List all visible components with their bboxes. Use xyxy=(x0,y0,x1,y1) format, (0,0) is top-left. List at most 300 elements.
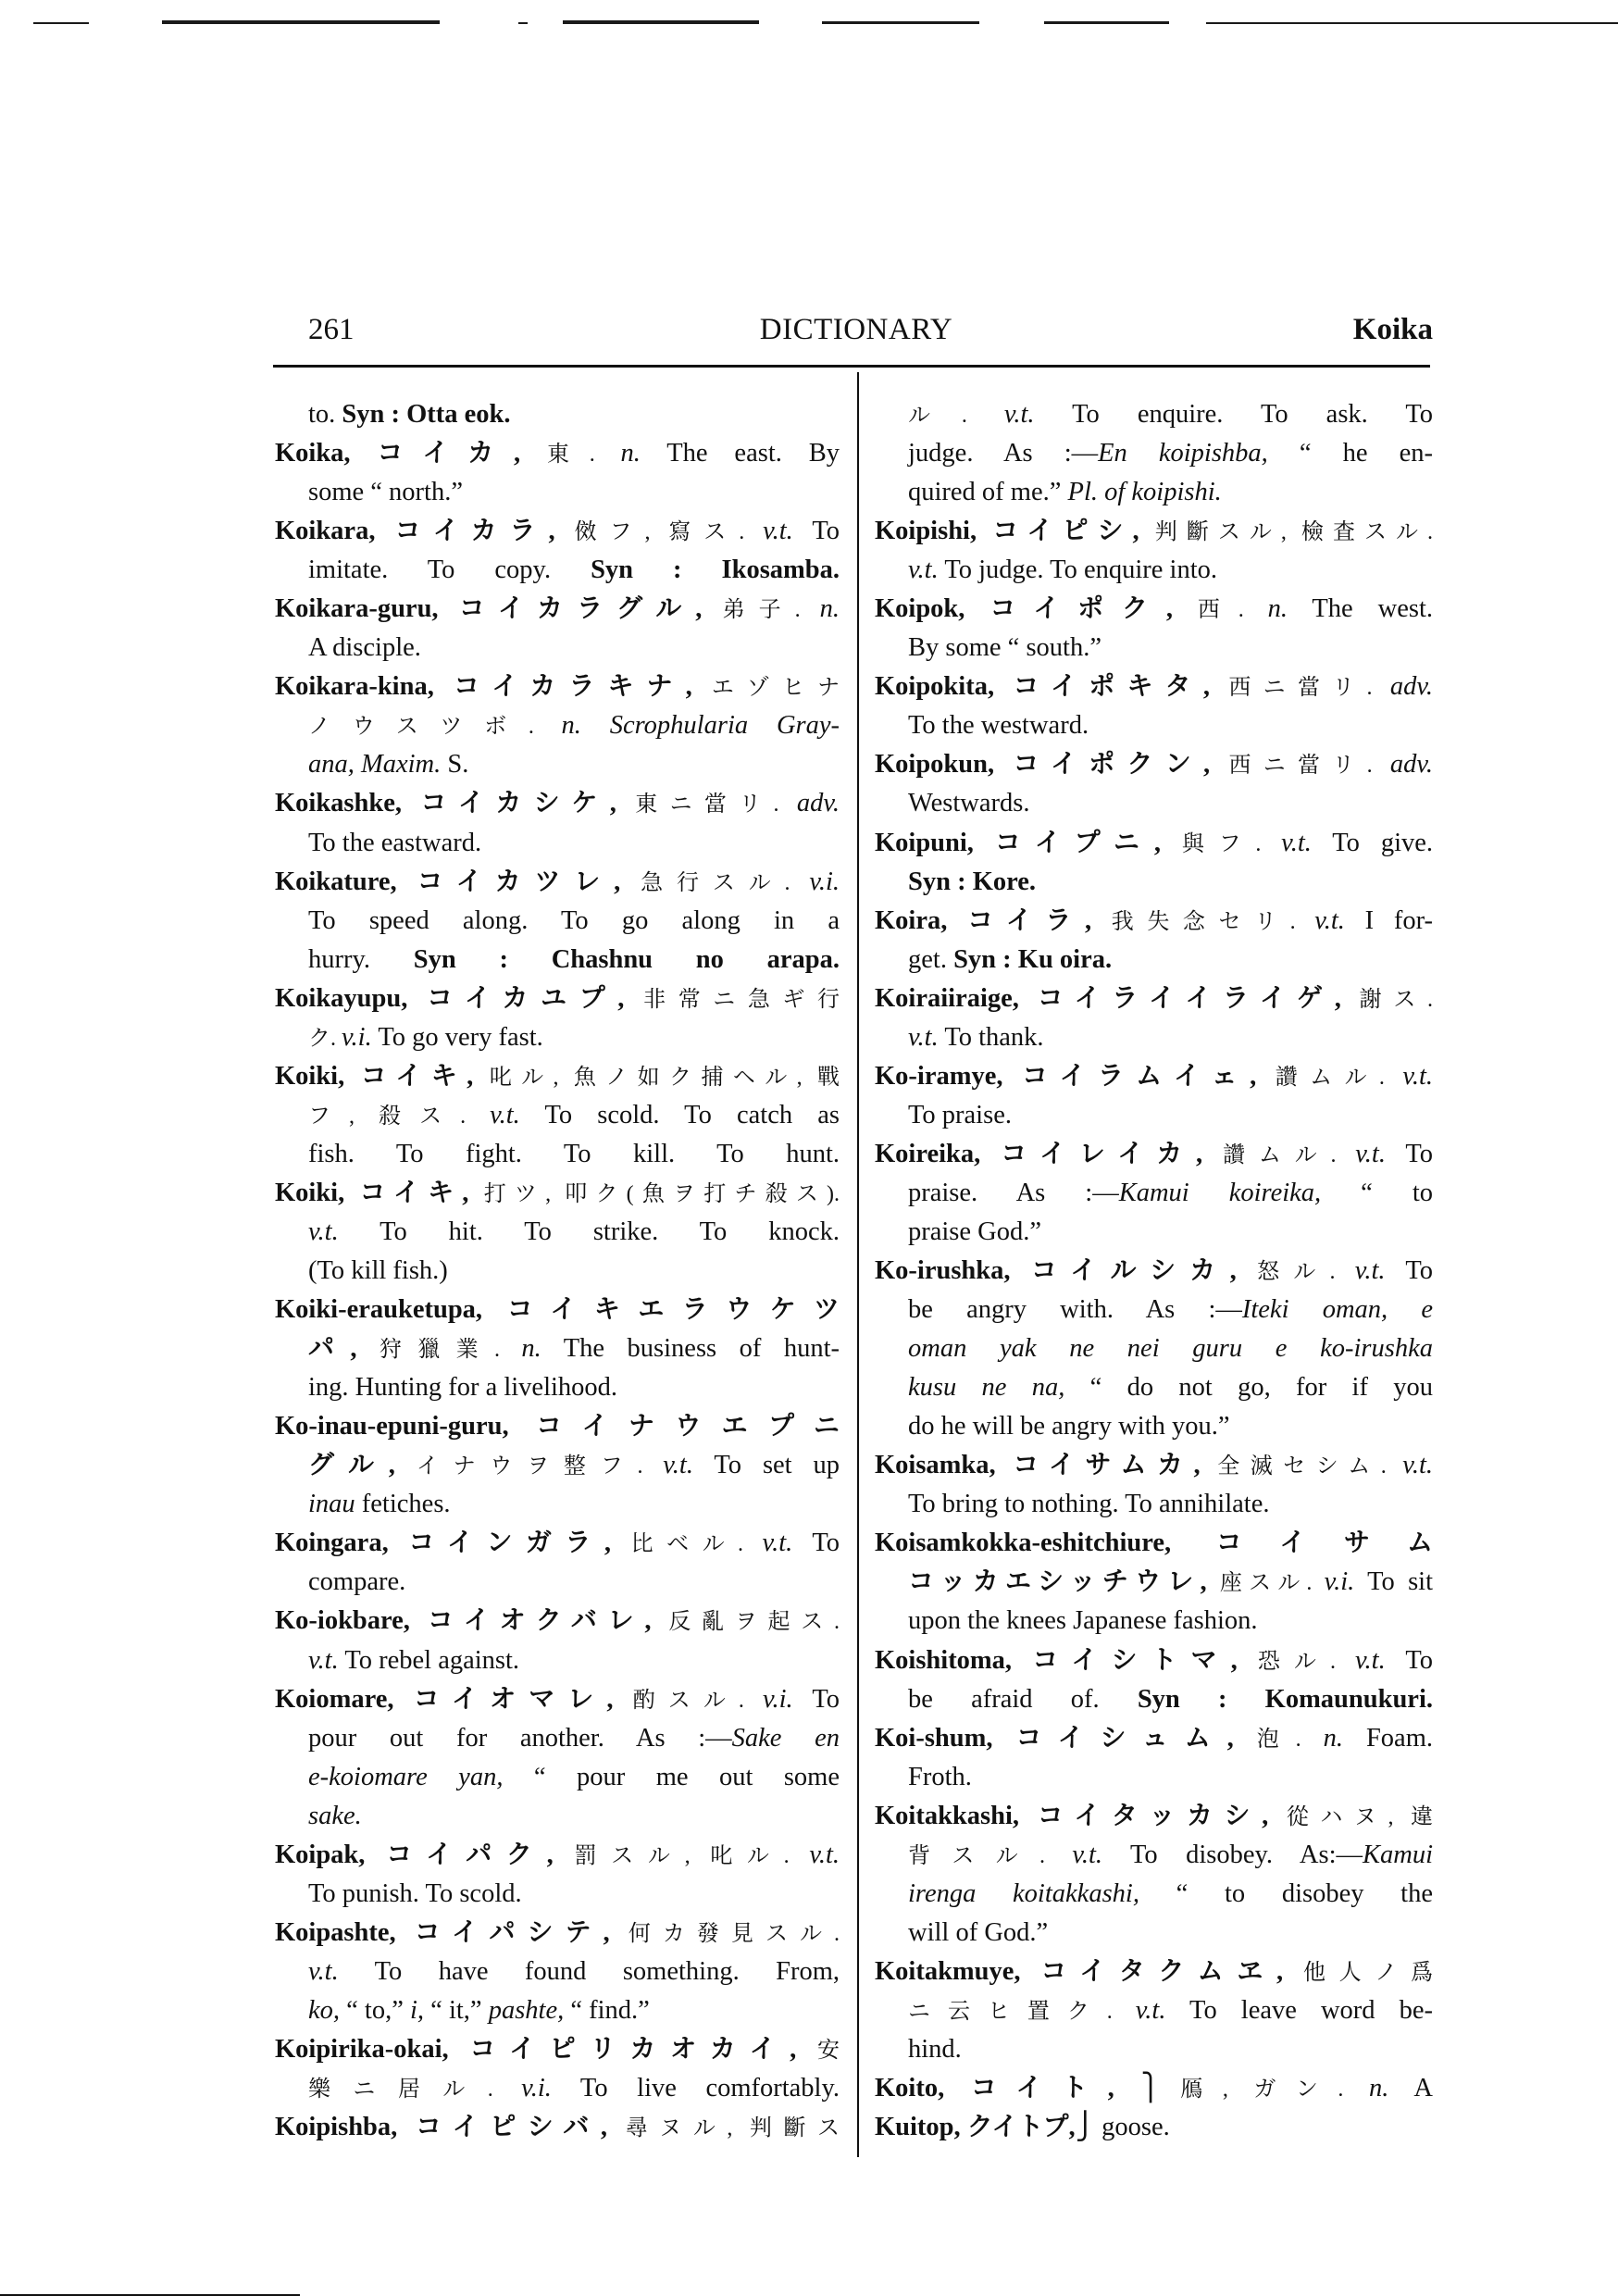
japanese-text: コイパク xyxy=(386,1840,547,1869)
text: S. xyxy=(441,750,469,780)
italic-text: v.t. xyxy=(1355,1645,1386,1675)
bold-text: , xyxy=(695,594,723,624)
italic-text: v.t. xyxy=(1072,1840,1103,1869)
italic-text: adv. xyxy=(1389,672,1433,702)
italic-text: pashte, xyxy=(488,1995,565,2025)
text: some “ north.” xyxy=(308,478,463,507)
japanese-text: コイレイカ xyxy=(1001,1139,1197,1168)
text: be angry with. As :— xyxy=(908,1295,1242,1325)
entry-head-line xyxy=(275,2108,840,2147)
japanese-text: コイタクムヱ xyxy=(1040,1956,1277,1986)
japanese-text: 樂ニ居ル. xyxy=(308,2078,522,2103)
italic-text: v.t. xyxy=(490,1100,520,1129)
japanese-text: コイピシ xyxy=(992,517,1133,546)
text: hind. xyxy=(908,2034,962,2064)
italic-text: v.t. xyxy=(908,1022,939,1052)
entry-continuation-line xyxy=(275,745,840,784)
bold-text: Koipokun, xyxy=(875,750,1014,780)
japanese-text: 讚ムル. xyxy=(1223,1142,1356,1167)
text: be afraid of. xyxy=(908,1684,1138,1714)
bold-text: Koikature, xyxy=(275,867,417,896)
entry-continuation-line xyxy=(875,1329,1433,1368)
text: ing. Hunting for a livelihood. xyxy=(308,1373,618,1403)
text: “ he en- xyxy=(1267,439,1433,468)
entry-continuation-line xyxy=(875,1991,1433,2030)
japanese-text: コイオマレ xyxy=(413,1684,607,1714)
entry-continuation-line xyxy=(275,1797,840,1836)
scan-edge-line xyxy=(162,20,440,24)
entry-head-line xyxy=(275,1524,840,1563)
text: fish. To fight. To kill. To hunt. xyxy=(308,1139,840,1168)
text: praise God.” xyxy=(908,1217,1042,1246)
entry-head-line xyxy=(275,1914,840,1953)
text: “ do not go, for if you xyxy=(1064,1373,1433,1403)
bold-text: , xyxy=(1193,1451,1218,1480)
text: judge. As :— xyxy=(908,439,1099,468)
entry-head-line xyxy=(875,1641,1433,1680)
italic-text: v.t. xyxy=(1314,905,1345,935)
japanese-text: コイサム xyxy=(1215,1529,1433,1558)
japanese-text: 反亂ヲ起ス. xyxy=(668,1610,840,1635)
japanese-text: コッカエシッチウレ xyxy=(908,1567,1201,1597)
italic-text: kusu ne na, xyxy=(908,1373,1065,1403)
text: To xyxy=(792,517,840,546)
bold-text: Ko-iokbare, xyxy=(275,1606,428,1636)
bold-text: , xyxy=(1334,983,1360,1013)
italic-text: e-koiomare yan, xyxy=(308,1762,504,1791)
entry-continuation-line xyxy=(875,1291,1433,1329)
text: To have found something. From, xyxy=(338,1956,840,1986)
japanese-text: コイラ xyxy=(967,905,1085,935)
italic-text: v.i. xyxy=(521,2074,552,2103)
entry-head-line xyxy=(875,2108,1433,2147)
japanese-text: 尋ヌル, 判斷ス xyxy=(625,2116,840,2141)
text: To xyxy=(1385,1256,1433,1286)
entry-continuation-line xyxy=(275,1213,840,1252)
entry-continuation-line xyxy=(875,1407,1433,1446)
italic-text: irenga koitakkashi, xyxy=(908,1878,1139,1908)
japanese-text: 安 xyxy=(817,2038,840,2063)
japanese-text: コイポク xyxy=(989,594,1166,624)
bold-text: , xyxy=(1276,1956,1303,1986)
japanese-text: 座スル. xyxy=(1219,1571,1325,1596)
entry-head-line xyxy=(875,512,1433,551)
bold-text: Koishitoma, xyxy=(875,1645,1033,1675)
japanese-text: 判斷スル, 檢査スル. xyxy=(1154,520,1433,545)
bold-text: Ko-inau-epuni-guru, xyxy=(275,1412,537,1441)
guide-word: Koika xyxy=(1352,313,1433,346)
italic-text: Kamui koireika, xyxy=(1118,1178,1322,1207)
japanese-text: ク. xyxy=(308,1026,342,1051)
text: to. xyxy=(308,400,342,429)
bold-text: Kuitop, xyxy=(875,2113,967,2142)
text: ⎫ xyxy=(1140,2074,1161,2103)
entry-head-line xyxy=(275,668,840,706)
italic-text: oman yak ne nei guru e ko-irushka xyxy=(908,1334,1433,1364)
entry-continuation-line xyxy=(875,1875,1433,1914)
entry-continuation-line xyxy=(275,1329,840,1368)
bold-text: , xyxy=(548,517,575,546)
text: The east. By xyxy=(640,439,840,468)
entry-head-line xyxy=(275,512,840,551)
japanese-text: ル. xyxy=(908,404,1004,428)
entry-head-line xyxy=(275,2030,840,2069)
text: To disobey. As:— xyxy=(1102,1840,1363,1869)
italic-text: Scrophularia Gray- xyxy=(609,711,840,741)
text: To xyxy=(792,1684,840,1714)
bold-text: Koireika, xyxy=(875,1139,1002,1168)
text: hurry. xyxy=(308,944,414,974)
text: To judge. To enquire into. xyxy=(938,555,1217,585)
japanese-text: 弟子. xyxy=(722,598,820,623)
entry-continuation-line xyxy=(275,706,840,745)
entry-head-line xyxy=(875,2069,1433,2108)
entry-continuation-line xyxy=(275,1252,840,1291)
text: upon the knees Japanese fashion. xyxy=(908,1606,1258,1636)
italic-text: inau xyxy=(308,1490,355,1519)
japanese-text: コイシトマ xyxy=(1032,1645,1231,1675)
italic-text: Pl. of koipishi. xyxy=(1067,478,1222,507)
japanese-text: 何カ發見スル. xyxy=(628,1921,840,1946)
japanese-text: 狩獵業. xyxy=(379,1338,522,1363)
entry-continuation-line xyxy=(875,706,1433,745)
japanese-text: コイラムイェ xyxy=(1022,1061,1251,1091)
italic-text: v.i. xyxy=(762,1684,793,1714)
entry-head-line xyxy=(875,1135,1433,1174)
text: fetiches. xyxy=(355,1490,451,1519)
bold-text: , xyxy=(1165,594,1198,624)
bold-text: , xyxy=(350,1334,380,1364)
bold-text: , xyxy=(644,1606,669,1636)
bold-text: , xyxy=(617,983,644,1013)
bold-text: Koikara-kina, xyxy=(275,672,454,702)
japanese-text: コイピリカオカイ xyxy=(469,2034,790,2064)
text xyxy=(581,711,610,740)
italic-text: Kamui xyxy=(1362,1840,1433,1869)
italic-text: v.t. xyxy=(908,555,939,585)
text: Froth. xyxy=(908,1762,972,1791)
italic-text: adv. xyxy=(1389,750,1433,780)
bold-text: , xyxy=(1153,828,1182,857)
text: “ find.” xyxy=(564,1995,650,2025)
text: To give. xyxy=(1311,828,1433,857)
text: To praise. xyxy=(908,1100,1012,1129)
japanese-text: コイキ xyxy=(359,1178,463,1207)
japanese-text: 西. xyxy=(1197,598,1268,623)
scan-edge-line xyxy=(1206,22,1618,24)
entry-continuation-line xyxy=(275,902,840,941)
italic-text: v.t. xyxy=(1003,400,1035,429)
entry-head-line xyxy=(875,1953,1433,1991)
entry-head-line xyxy=(875,745,1433,784)
entry-continuation-line xyxy=(875,473,1433,512)
bold-text: , xyxy=(1262,1801,1287,1830)
japanese-text: 西ニ當リ. xyxy=(1228,754,1390,779)
bold-text: Syn : Kore. xyxy=(908,867,1037,896)
text: To the eastward. xyxy=(308,828,482,857)
entry-head-line xyxy=(275,434,840,473)
bold-text: Koisamka, xyxy=(875,1451,1014,1480)
scan-edge-line xyxy=(563,20,759,24)
italic-text: sake. xyxy=(308,1801,362,1830)
bold-text: , xyxy=(790,2034,817,2064)
text: “ it,” xyxy=(424,1995,489,2025)
column-divider xyxy=(857,372,859,2157)
entry-continuation-line xyxy=(875,1914,1433,1953)
japanese-text: コイト xyxy=(970,2074,1108,2103)
japanese-text: グル xyxy=(308,1451,389,1480)
italic-text: i, xyxy=(410,1995,425,2025)
text: To xyxy=(1385,1139,1433,1168)
entry-continuation-line xyxy=(275,1953,840,1991)
bold-text: Syn : Ku oira. xyxy=(953,944,1113,974)
bold-text: Koikara, xyxy=(275,517,395,546)
entry-head-line xyxy=(275,1407,840,1446)
text: To sit xyxy=(1354,1567,1433,1597)
text: quired of me.” xyxy=(908,478,1068,507)
text: To punish. To scold. xyxy=(308,1878,522,1908)
japanese-text: 讚ムル. xyxy=(1275,1065,1403,1090)
bold-text: , xyxy=(600,2113,626,2142)
bold-text: , xyxy=(603,1917,629,1947)
entry-continuation-line xyxy=(275,1446,840,1485)
bold-text: , xyxy=(1132,517,1155,546)
bold-text: , xyxy=(609,789,636,818)
bold-text: Koiraiiraige, xyxy=(875,983,1038,1013)
bold-text: Syn : Komaunukuri. xyxy=(1137,1684,1433,1714)
bold-text: Koipuni, xyxy=(875,828,995,857)
japanese-text: エゾヒナ xyxy=(711,676,840,701)
text: To leave word be- xyxy=(1165,1995,1433,2025)
text: ⎭ goose. xyxy=(1075,2113,1170,2142)
entry-continuation-line xyxy=(275,1641,840,1680)
entry-continuation-line xyxy=(875,941,1433,980)
text: By some “ south.” xyxy=(908,633,1101,663)
entry-head-line xyxy=(275,1291,840,1329)
japanese-text: コイオクバレ xyxy=(427,1606,645,1636)
text: To enquire. To ask. To xyxy=(1034,400,1433,429)
italic-text: n. xyxy=(521,1334,541,1364)
italic-text: v.t. xyxy=(308,1217,339,1246)
entry-head-line xyxy=(875,1719,1433,1758)
japanese-text: 泡. xyxy=(1256,1727,1324,1752)
bold-text: Koiomare, xyxy=(275,1684,414,1714)
japanese-text: 比ベル. xyxy=(630,1532,763,1557)
entry-continuation-line xyxy=(875,1602,1433,1641)
entry-continuation-line xyxy=(875,784,1433,823)
bold-text: , xyxy=(1068,2113,1076,2142)
italic-text: v.t. xyxy=(1402,1451,1433,1480)
italic-text: n. xyxy=(1368,2074,1389,2103)
japanese-text: 全滅セシム. xyxy=(1217,1454,1403,1479)
text: compare. xyxy=(308,1567,406,1597)
italic-text: v.t. xyxy=(1354,1256,1386,1286)
japanese-text: クイトプ xyxy=(966,2113,1069,2142)
bold-text: , xyxy=(1203,750,1229,780)
italic-text: adv. xyxy=(796,789,840,818)
italic-text: n. xyxy=(1323,1723,1343,1753)
text: I for- xyxy=(1344,905,1433,935)
japanese-text: コインガラ xyxy=(408,1529,604,1558)
bold-text: , xyxy=(606,1684,633,1714)
entry-head-line xyxy=(875,1252,1433,1291)
italic-text: v.t. xyxy=(663,1451,693,1480)
entry-head-line xyxy=(275,1602,840,1641)
text: do he will be angry with you.” xyxy=(908,1412,1230,1441)
bold-text: Koingara, xyxy=(275,1529,409,1558)
entry-continuation-line xyxy=(275,395,840,434)
text: “ to xyxy=(1321,1178,1433,1207)
text: Foam. xyxy=(1342,1723,1433,1753)
japanese-text: 急行スル. xyxy=(641,870,810,895)
entry-continuation-line xyxy=(875,434,1433,473)
header-rule xyxy=(273,365,1430,368)
japanese-text: コイカラ xyxy=(394,517,549,546)
right-column xyxy=(875,395,1433,2147)
scan-edge-line xyxy=(518,22,528,24)
japanese-text: 我失念セリ. xyxy=(1111,909,1315,934)
entry-head-line xyxy=(275,980,840,1018)
italic-text: n. xyxy=(819,594,840,624)
text: Westwards. xyxy=(908,789,1030,818)
text: To live comfortably. xyxy=(551,2074,840,2103)
japanese-text: 打ツ, 叩ク(魚ヲ打チ殺ス). xyxy=(483,1181,840,1206)
japanese-text: コイカシケ xyxy=(420,789,610,818)
italic-text: v.t. xyxy=(1135,1995,1166,2025)
entry-head-line xyxy=(875,1524,1433,1563)
text: To speed along. To go along in a xyxy=(308,905,840,935)
entry-head-line xyxy=(275,1836,840,1875)
entry-continuation-line xyxy=(275,551,840,590)
bold-text: Koitakkashi, xyxy=(875,1801,1038,1830)
text: get. xyxy=(908,944,954,974)
bold-text: , xyxy=(514,439,548,468)
entry-continuation-line xyxy=(875,551,1433,590)
entry-continuation-line xyxy=(875,1758,1433,1797)
italic-text: v.t. xyxy=(308,1645,339,1675)
text: To set up xyxy=(692,1451,840,1480)
japanese-text: コイカツレ xyxy=(417,867,615,896)
running-title: DICTIONARY xyxy=(759,313,953,346)
japanese-text: コイポキタ xyxy=(1013,672,1203,702)
text: To hit. To strike. To knock. xyxy=(338,1217,840,1246)
text: “ pour me out some xyxy=(503,1762,840,1791)
text: praise. As :— xyxy=(908,1178,1119,1207)
japanese-text: 東ニ當リ. xyxy=(635,792,797,817)
text: To bring to nothing. To annihilate. xyxy=(908,1490,1270,1519)
bold-text: Koira, xyxy=(875,905,968,935)
italic-text: v.i. xyxy=(1324,1567,1355,1597)
entry-continuation-line xyxy=(875,1018,1433,1057)
japanese-text: コイカラグル xyxy=(458,594,696,624)
entry-continuation-line xyxy=(275,1758,840,1797)
italic-text: Sake en xyxy=(731,1723,840,1753)
japanese-text: 西ニ當リ. xyxy=(1228,676,1390,701)
text: “ to,” xyxy=(340,1995,410,2025)
text: The business of hunt- xyxy=(541,1334,840,1364)
entry-continuation-line xyxy=(875,1368,1433,1407)
bold-text: Koika, xyxy=(275,439,378,468)
bold-text: , xyxy=(1107,2074,1141,2103)
japanese-text: 謝ス. xyxy=(1359,987,1433,1012)
bold-text: Koikashke, xyxy=(275,789,421,818)
japanese-text: コイキ xyxy=(360,1061,467,1091)
japanese-text: コイカユプ xyxy=(427,983,618,1013)
italic-text: ko, xyxy=(308,1995,341,2025)
entry-head-line xyxy=(275,1057,840,1096)
entry-continuation-line xyxy=(875,2030,1433,2069)
page-number: 261 xyxy=(308,313,355,346)
entry-head-line xyxy=(875,824,1433,863)
japanese-text: コイナウエプニ xyxy=(536,1412,840,1441)
entry-continuation-line xyxy=(275,1563,840,1602)
italic-text: n. xyxy=(1267,594,1288,624)
japanese-text: 與フ. xyxy=(1181,831,1282,856)
text: “ to disobey the xyxy=(1139,1878,1433,1908)
entry-continuation-line xyxy=(875,395,1433,434)
japanese-text: 他人ノ爲 xyxy=(1302,1960,1433,1985)
scan-edge-line xyxy=(33,22,89,24)
entry-continuation-line xyxy=(875,863,1433,902)
entry-continuation-line xyxy=(875,1836,1433,1875)
text: To scold. To catch as xyxy=(519,1100,840,1129)
bold-text: Koipashte, xyxy=(275,1917,415,1947)
text: The west. xyxy=(1287,594,1433,624)
text: To xyxy=(792,1529,840,1558)
japanese-text: 鴈, ガン. xyxy=(1160,2078,1369,2103)
japanese-text: コイポクン xyxy=(1013,750,1203,780)
japanese-text: ノウスツボ. xyxy=(308,715,562,740)
bold-text: Koipishi, xyxy=(875,517,993,546)
japanese-text: 叱ル, 魚ノ如ク捕ヘル, 戰 xyxy=(489,1065,840,1090)
bold-text: Koipirika-okai, xyxy=(275,2034,470,2064)
entry-continuation-line xyxy=(875,1680,1433,1719)
entry-continuation-line xyxy=(275,1096,840,1135)
japanese-text: コイピシバ xyxy=(415,2113,601,2142)
japanese-text: コイライイライゲ xyxy=(1037,983,1335,1013)
italic-text: Iteki oman, e xyxy=(1241,1295,1433,1325)
bold-text: Koi-shum, xyxy=(875,1723,1016,1753)
japanese-text: イナウヲ整フ. xyxy=(416,1454,664,1479)
entry-continuation-line xyxy=(275,2069,840,2108)
entry-head-line xyxy=(875,1057,1433,1096)
entry-continuation-line xyxy=(875,1213,1433,1252)
entry-continuation-line xyxy=(875,1174,1433,1213)
bold-text: , xyxy=(467,1061,490,1091)
bold-text: Koiki-erauketupa, xyxy=(275,1295,507,1325)
bold-text: Ko-iramye, xyxy=(875,1061,1023,1091)
bold-text: , xyxy=(1200,1567,1220,1597)
japanese-text: 非常ニ急ギ行 xyxy=(643,987,840,1012)
entry-continuation-line xyxy=(275,1719,840,1758)
italic-text: v.t. xyxy=(809,1840,840,1869)
entry-head-line xyxy=(875,980,1433,1018)
bold-text: , xyxy=(604,1529,631,1558)
text: To xyxy=(1385,1645,1433,1675)
entry-continuation-line xyxy=(275,473,840,512)
bold-text: Syn : Ikosamba. xyxy=(591,555,840,585)
italic-text: v.i. xyxy=(342,1022,372,1052)
italic-text: v.t. xyxy=(308,1956,339,1986)
entry-head-line xyxy=(875,902,1433,941)
entry-continuation-line xyxy=(275,1368,840,1407)
italic-text: v.i. xyxy=(809,867,840,896)
entry-continuation-line xyxy=(875,1485,1433,1524)
bold-text: , xyxy=(462,1178,484,1207)
entry-head-line xyxy=(875,590,1433,629)
japanese-text: 酌スル. xyxy=(632,1688,763,1713)
japanese-text: コイサムカ xyxy=(1013,1451,1194,1480)
